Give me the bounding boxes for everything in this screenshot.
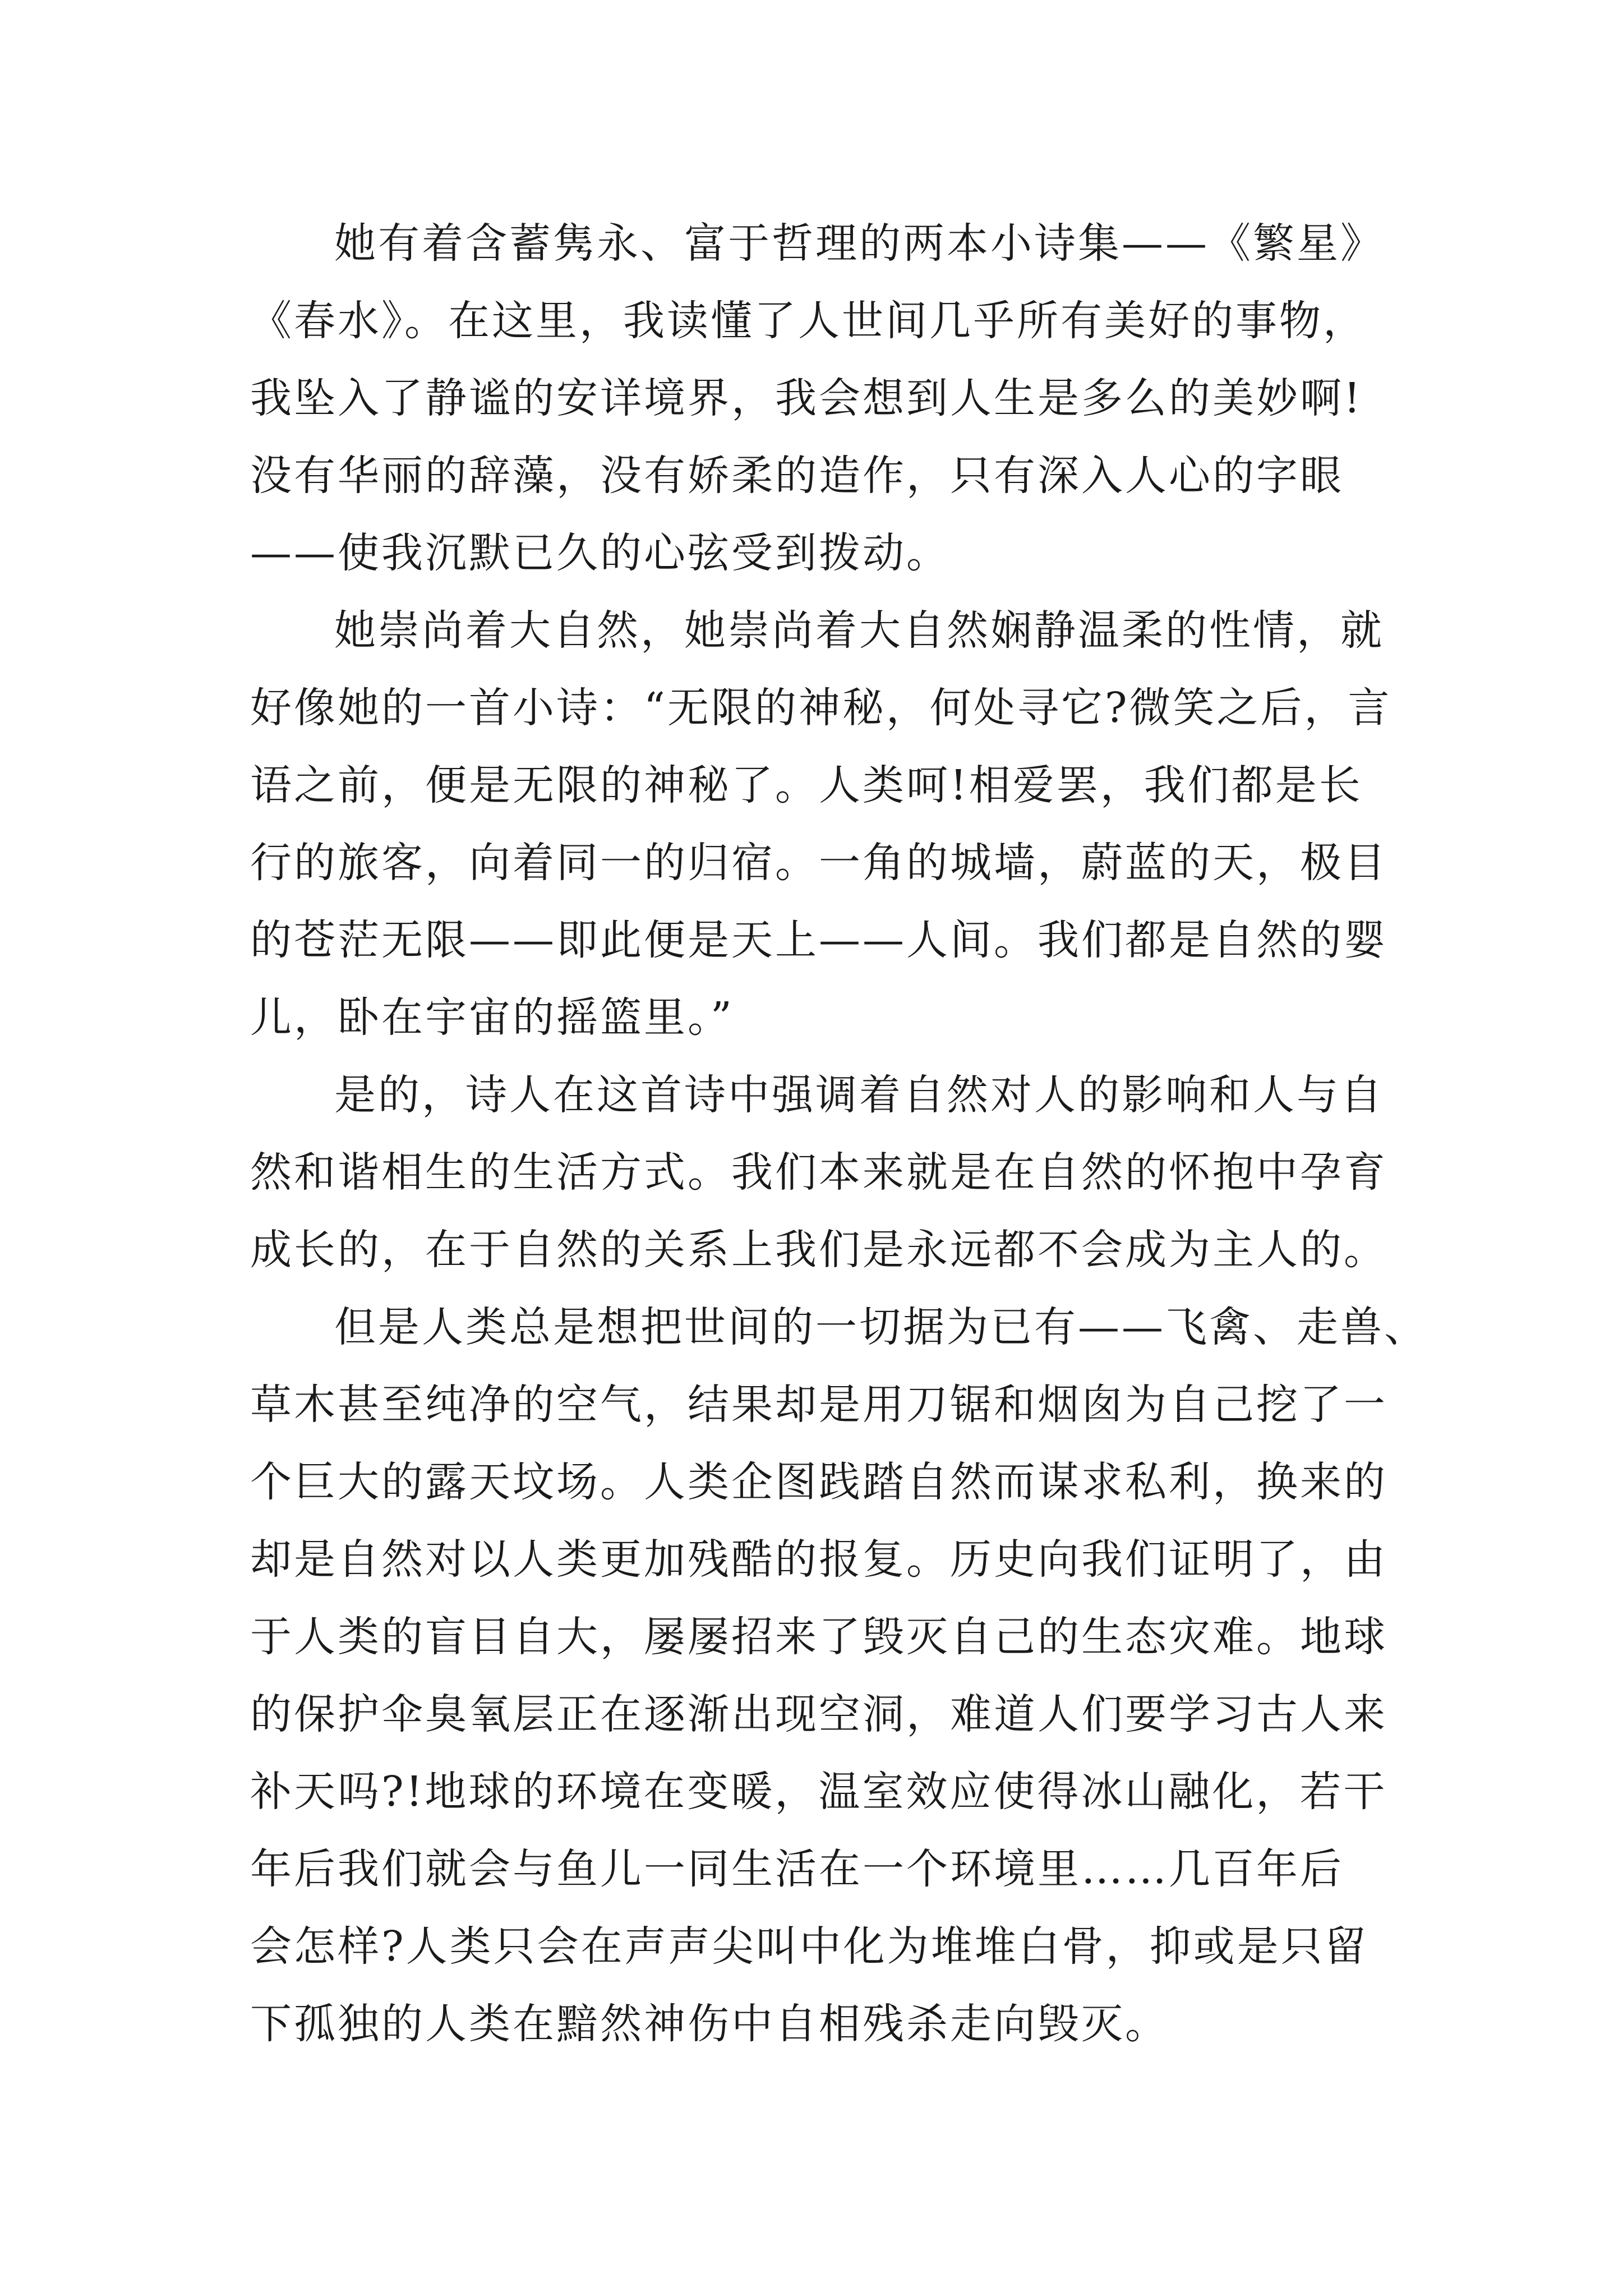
text-line: ——使我沉默已久的心弦受到拨动。 — [250, 529, 950, 577]
text-line: 的保护伞臭氧层正在逐渐出现空洞，难道人们要学习古人来 — [250, 1690, 1387, 1738]
text-line: 会怎样?人类只会在声声尖叫中化为堆堆白骨，抑或是只留 — [250, 1922, 1368, 1971]
text-line: 是的，诗人在这首诗中强调着自然对人的影响和人与自 — [334, 1071, 1384, 1119]
text-line: 下孤独的人类在黯然神伤中自相残杀走向毁灭。 — [250, 2000, 1169, 2048]
paragraph-1 — [250, 205, 1386, 592]
text-line: 《春水》。在这里，我读懂了人世间几乎所有美好的事物， — [250, 297, 1367, 345]
text-line: 的苍茫无限——即此便是天上——人间。我们都是自然的婴 — [250, 916, 1387, 964]
text-line: 年后我们就会与鱼儿一同生活在一个环境里……几百年后 — [250, 1845, 1344, 1893]
text-line: 她有着含蓄隽永、富于哲理的两本小诗集——《繁星》 — [334, 219, 1384, 268]
paragraph-3 — [250, 1056, 1386, 1289]
text-line: 但是人类总是想把世间的一切据为已有——飞禽、走兽、 — [334, 1303, 1428, 1351]
text-line: 好像她的一首小诗：“无限的神秘，何处寻它?微笑之后，言 — [250, 684, 1392, 732]
text-line: 于人类的盲目自大，屡屡招来了毁灭自己的生态灾难。地球 — [250, 1613, 1387, 1661]
text-line: 个巨大的露天坟场。人类企图践踏自然而谋求私利，换来的 — [250, 1458, 1387, 1506]
text-line: 儿，卧在宇宙的摇篮里。” — [250, 993, 734, 1042]
paragraph-4 — [250, 1289, 1428, 2063]
text-line: 她崇尚着大自然，她崇尚着大自然娴静温柔的性情，就 — [334, 606, 1384, 655]
text-line: 行的旅客，向着同一的归宿。一角的城墙，蔚蓝的天，极目 — [250, 839, 1387, 887]
document-body — [250, 205, 1428, 2063]
text-line: 没有华丽的辞藻，没有娇柔的造作，只有深入人心的字眼 — [250, 452, 1344, 500]
paragraph-2 — [250, 592, 1392, 1056]
text-line: 语之前，便是无限的神秘了。人类呵!相爱罢，我们都是长 — [250, 761, 1363, 809]
text-line: 然和谐相生的生活方式。我们本来就是在自然的怀抱中孕育 — [250, 1148, 1387, 1197]
text-line: 草木甚至纯净的空气，结果却是用刀锯和烟囱为自己挖了一 — [250, 1381, 1387, 1429]
text-line: 补天吗?!地球的环境在变暖，温室效应使得冰山融化，若干 — [250, 1768, 1387, 1816]
text-line: 成长的，在于自然的关系上我们是永远都不会成为主人的。 — [250, 1226, 1387, 1274]
text-line: 我坠入了静谧的安详境界，我会想到人生是多么的美妙啊! — [250, 374, 1363, 422]
text-line: 却是自然对以人类更加残酷的报复。历史向我们证明了，由 — [250, 1535, 1387, 1584]
